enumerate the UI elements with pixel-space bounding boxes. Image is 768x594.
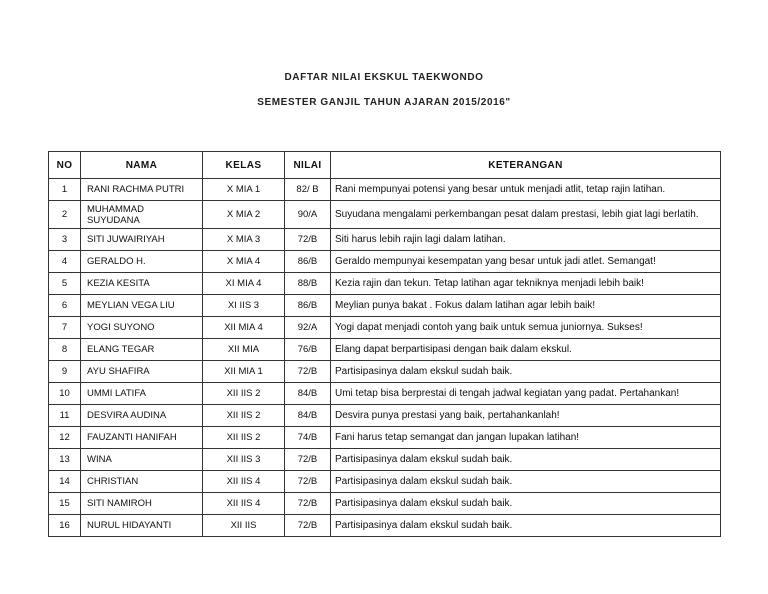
cell-keterangan: Partisipasinya dalam ekskul sudah baik. bbox=[331, 515, 721, 537]
cell-nama: SITI NAMIROH bbox=[81, 493, 203, 515]
cell-no: 5 bbox=[49, 273, 81, 295]
cell-nama: ELANG TEGAR bbox=[81, 339, 203, 361]
header-keterangan: KETERANGAN bbox=[331, 152, 721, 179]
table-row bbox=[49, 471, 721, 493]
cell-no: 9 bbox=[49, 361, 81, 383]
table-row bbox=[49, 449, 721, 471]
table-row bbox=[49, 361, 721, 383]
cell-keterangan: Yogi dapat menjadi contoh yang baik untuk semua juniornya. Sukses! bbox=[331, 317, 721, 339]
cell-nama: KEZIA KESITA bbox=[81, 273, 203, 295]
document-title: DAFTAR NILAI EKSKUL TAEKWONDO bbox=[284, 72, 484, 83]
cell-nilai: 82/ B bbox=[285, 179, 331, 201]
cell-nama: YOGI SUYONO bbox=[81, 317, 203, 339]
table-row bbox=[49, 493, 721, 515]
cell-nama: WINA bbox=[81, 449, 203, 471]
cell-nama: FAUZANTI HANIFAH bbox=[81, 427, 203, 449]
cell-nilai: 72/B bbox=[285, 471, 331, 493]
cell-keterangan: Umi tetap bisa berprestai di tengah jadwal kegiatan yang padat. Pertahankan! bbox=[331, 383, 721, 405]
cell-no: 15 bbox=[49, 493, 81, 515]
cell-no: 13 bbox=[49, 449, 81, 471]
cell-keterangan: Partisipasinya dalam ekskul sudah baik. bbox=[331, 493, 721, 515]
cell-nama: DESVIRA AUDINA bbox=[81, 405, 203, 427]
cell-no: 1 bbox=[49, 179, 81, 201]
cell-no: 12 bbox=[49, 427, 81, 449]
cell-keterangan: Kezia rajin dan tekun. Tetap latihan agar tekniknya menjadi lebih baik! bbox=[331, 273, 721, 295]
cell-no: 3 bbox=[49, 229, 81, 251]
cell-keterangan: Desvira punya prestasi yang baik, pertahankanlah! bbox=[331, 405, 721, 427]
cell-nilai: 84/B bbox=[285, 405, 331, 427]
cell-keterangan: Fani harus tetap semangat dan jangan lupakan latihan! bbox=[331, 427, 721, 449]
cell-nama: AYU SHAFIRA bbox=[81, 361, 203, 383]
cell-no: 11 bbox=[49, 405, 81, 427]
cell-nama: RANI RACHMA PUTRI bbox=[81, 179, 203, 201]
cell-no: 8 bbox=[49, 339, 81, 361]
cell-kelas: XII IIS bbox=[203, 515, 285, 537]
cell-nilai: 72/B bbox=[285, 449, 331, 471]
cell-kelas: XII IIS 2 bbox=[203, 383, 285, 405]
cell-keterangan: Siti harus lebih rajin lagi dalam latihan. bbox=[331, 229, 721, 251]
cell-nilai: 74/B bbox=[285, 427, 331, 449]
cell-kelas: XII IIS 3 bbox=[203, 449, 285, 471]
header-nama: NAMA bbox=[81, 152, 203, 179]
cell-kelas: X MIA 3 bbox=[203, 229, 285, 251]
cell-keterangan: Meylian punya bakat . Fokus dalam latihan agar lebih baik! bbox=[331, 295, 721, 317]
cell-keterangan: Partisipasinya dalam ekskul sudah baik. bbox=[331, 449, 721, 471]
table-row bbox=[49, 179, 721, 201]
cell-kelas: XII IIS 4 bbox=[203, 471, 285, 493]
cell-nama: UMMI LATIFA bbox=[81, 383, 203, 405]
cell-nilai: 72/B bbox=[285, 493, 331, 515]
table-body bbox=[49, 179, 721, 537]
cell-nama: MUHAMMAD SUYUDANA bbox=[81, 201, 203, 229]
cell-kelas: XII IIS 2 bbox=[203, 427, 285, 449]
table-row bbox=[49, 251, 721, 273]
cell-nilai: 86/B bbox=[285, 251, 331, 273]
header-nilai: NILAI bbox=[285, 152, 331, 179]
table-row bbox=[49, 427, 721, 449]
header-no: NO bbox=[49, 152, 81, 179]
table-header-row bbox=[49, 152, 721, 179]
cell-kelas: X MIA 2 bbox=[203, 201, 285, 229]
cell-nilai: 76/B bbox=[285, 339, 331, 361]
cell-kelas: XI IIS 3 bbox=[203, 295, 285, 317]
cell-kelas: XII IIS 2 bbox=[203, 405, 285, 427]
cell-keterangan: Elang dapat berpartisipasi dengan baik dalam ekskul. bbox=[331, 339, 721, 361]
cell-kelas: XI MIA 4 bbox=[203, 273, 285, 295]
cell-nama: SITI JUWAIRIYAH bbox=[81, 229, 203, 251]
cell-kelas: XII MIA 1 bbox=[203, 361, 285, 383]
cell-kelas: XII MIA 4 bbox=[203, 317, 285, 339]
cell-nilai: 88/B bbox=[285, 273, 331, 295]
cell-no: 14 bbox=[49, 471, 81, 493]
cell-keterangan: Partisipasinya dalam ekskul sudah baik. bbox=[331, 471, 721, 493]
cell-no: 7 bbox=[49, 317, 81, 339]
cell-kelas: X MIA 1 bbox=[203, 179, 285, 201]
grades-table bbox=[48, 151, 721, 537]
cell-no: 2 bbox=[49, 201, 81, 229]
cell-no: 16 bbox=[49, 515, 81, 537]
document-subtitle: SEMESTER GANJIL TAHUN AJARAN 2015/2016" bbox=[257, 97, 511, 108]
cell-nama: MEYLIAN VEGA LIU bbox=[81, 295, 203, 317]
cell-nilai: 84/B bbox=[285, 383, 331, 405]
table-row bbox=[49, 273, 721, 295]
table-row bbox=[49, 201, 721, 229]
cell-nilai: 72/B bbox=[285, 361, 331, 383]
table-row bbox=[49, 383, 721, 405]
cell-nilai: 72/B bbox=[285, 515, 331, 537]
table-row bbox=[49, 515, 721, 537]
cell-kelas: XII MIA bbox=[203, 339, 285, 361]
table-row bbox=[49, 229, 721, 251]
table-row bbox=[49, 405, 721, 427]
cell-no: 4 bbox=[49, 251, 81, 273]
table-row bbox=[49, 339, 721, 361]
cell-keterangan: Geraldo mempunyai kesempatan yang besar untuk jadi atlet. Semangat! bbox=[331, 251, 721, 273]
table-row bbox=[49, 295, 721, 317]
cell-keterangan: Partisipasinya dalam ekskul sudah baik. bbox=[331, 361, 721, 383]
cell-nilai: 90/A bbox=[285, 201, 331, 229]
cell-nama: NURUL HIDAYANTI bbox=[81, 515, 203, 537]
cell-nilai: 72/B bbox=[285, 229, 331, 251]
cell-nilai: 92/A bbox=[285, 317, 331, 339]
cell-kelas: XII IIS 4 bbox=[203, 493, 285, 515]
cell-no: 10 bbox=[49, 383, 81, 405]
cell-kelas: X MIA 4 bbox=[203, 251, 285, 273]
header-kelas: KELAS bbox=[203, 152, 285, 179]
cell-keterangan: Suyudana mengalami perkembangan pesat dalam prestasi, lebih giat lagi berlatih. bbox=[331, 201, 721, 229]
cell-nama: CHRISTIAN bbox=[81, 471, 203, 493]
cell-nilai: 86/B bbox=[285, 295, 331, 317]
cell-keterangan: Rani mempunyai potensi yang besar untuk menjadi atlit, tetap rajin latihan. bbox=[331, 179, 721, 201]
cell-no: 6 bbox=[49, 295, 81, 317]
table-row bbox=[49, 317, 721, 339]
cell-nama: GERALDO H. bbox=[81, 251, 203, 273]
